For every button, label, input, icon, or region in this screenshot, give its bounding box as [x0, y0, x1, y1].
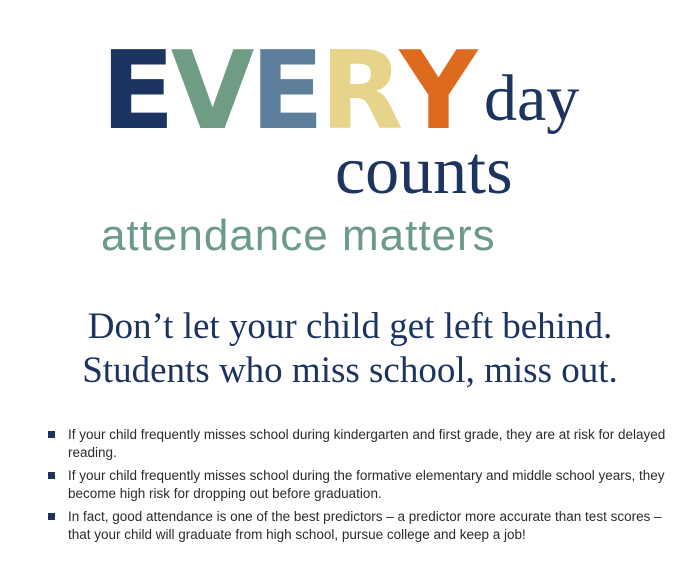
- logo-word-day: day: [484, 62, 580, 135]
- list-item: [48, 426, 678, 462]
- logo-letter-r: R: [320, 29, 400, 154]
- square-bullet-icon: [48, 513, 55, 520]
- list-item-text: In fact, good attendance is one of the best predictors – a predictor more accurate than test scores – that your child will graduate from high school, pursue college and keep a job!: [68, 509, 662, 542]
- logo-letter-y: Y: [399, 29, 474, 154]
- list-item: [48, 467, 678, 503]
- square-bullet-icon: [48, 472, 55, 479]
- headline: [0, 305, 700, 393]
- headline-line-2: Students who miss school, miss out.: [82, 350, 618, 391]
- list-item-text: If your child frequently misses school during kindergarten and first grade, they are at risk for delayed reading.: [68, 427, 666, 460]
- bullet-list: [48, 426, 678, 549]
- logo-word-counts: counts: [335, 132, 513, 208]
- logo-letter-e1: E: [101, 29, 171, 154]
- square-bullet-icon: [48, 431, 55, 438]
- list-item: [48, 508, 678, 544]
- logo-letter-e2: E: [250, 29, 321, 154]
- headline-line-1: Don’t let your child get left behind.: [87, 306, 613, 347]
- list-item-text: If your child frequently misses school during the formative elementary and middle school years, they become high risk for dropping out before graduation.: [68, 468, 665, 501]
- logo-tagline: attendance matters: [101, 211, 496, 260]
- logo-letter-v: V: [170, 29, 251, 154]
- logo-word-every: [101, 29, 474, 154]
- every-day-counts-logo: [101, 29, 661, 260]
